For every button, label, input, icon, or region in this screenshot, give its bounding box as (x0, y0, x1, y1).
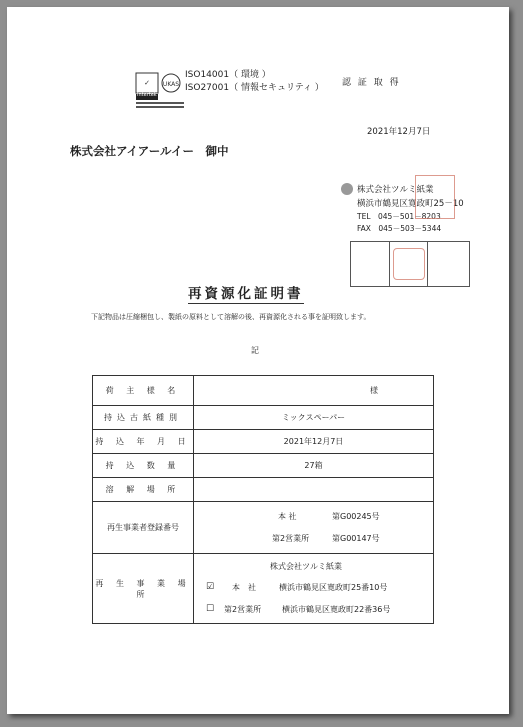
row-label: 荷 主 様 名 (93, 376, 194, 406)
recipient-name: 株式会社アイアールイー 御中 (70, 144, 229, 158)
table-row (93, 454, 434, 478)
registration-number: 第G00245号 (332, 512, 380, 521)
table-row (93, 376, 434, 406)
row-label: 溶 解 場 所 (93, 478, 194, 502)
document-title: 再資源化証明書 (188, 282, 304, 304)
row-value: 2021年12月7日 (194, 430, 434, 454)
registration-site: 本 社 (278, 512, 297, 521)
row-label: 持 込 数 量 (93, 454, 194, 478)
issuer-fax: FAX 045－503－5344 (357, 224, 442, 233)
recycling-row (93, 554, 434, 624)
table-row (93, 406, 434, 430)
recycling-label: 再 生 事 業 場 所 (93, 554, 194, 624)
issuer-company: 株式会社ツルミ紙業 (357, 185, 434, 195)
row-value: 様 (194, 376, 434, 406)
recycling-site: 本 社 (232, 583, 256, 592)
company-seal-stamp (415, 175, 455, 219)
registration-row (93, 502, 434, 554)
svg-text:✓: ✓ (144, 79, 150, 87)
document-page (7, 7, 509, 714)
certificate-table (92, 375, 434, 624)
row-label: 持込古紙種別 (93, 406, 194, 430)
recycling-company: 株式会社ツルミ紙業 (270, 562, 342, 571)
iso14001-line: ISO14001（ 環境 ） (185, 70, 271, 80)
row-label: 持 込 年 月 日 (93, 430, 194, 454)
row-value (194, 478, 434, 502)
table-row (93, 478, 434, 502)
issuer-tel: TEL 045－501－8203 (357, 212, 441, 221)
svg-text:UKAS: UKAS (162, 81, 180, 88)
recycling-address: 横浜市鶴見区寛政町25番10号 (279, 583, 388, 592)
row-value: 27箱 (194, 454, 434, 478)
ki-note-heading: 記 (251, 346, 259, 355)
company-logo-icon (341, 183, 353, 195)
issue-date: 2021年12月7日 (367, 127, 431, 137)
certification-statement: 下記物品は圧縮梱包し、製紙の原料として溶解の後、再資源化される事を証明致します。 (91, 313, 371, 321)
checkbox-checked-icon[interactable]: ☑ (206, 582, 215, 592)
logo-text: Intertek (137, 92, 157, 98)
certification-logo (135, 72, 185, 110)
registration-values (194, 502, 434, 554)
checkbox-unchecked-icon[interactable]: ☐ (206, 604, 215, 614)
recycling-site: 第2営業所 (224, 605, 262, 614)
recycling-values (194, 554, 434, 624)
personal-seal-stamp (393, 248, 425, 280)
iso27001-line: ISO27001（ 情報セキュリティ ） (185, 83, 324, 93)
registration-number: 第G00147号 (332, 534, 380, 543)
row-value: ミックスペーパー (194, 406, 434, 430)
registration-label: 再生事業者登録番号 (93, 502, 194, 554)
certification-acquired: 認 証 取 得 (342, 78, 401, 88)
registration-site: 第2営業所 (272, 534, 310, 543)
issuer-address: 横浜市鶴見区寛政町25－10 (357, 199, 464, 209)
table-row (93, 430, 434, 454)
recycling-address: 横浜市鶴見区寛政町22番36号 (282, 605, 391, 614)
seal-boxes (350, 241, 470, 287)
